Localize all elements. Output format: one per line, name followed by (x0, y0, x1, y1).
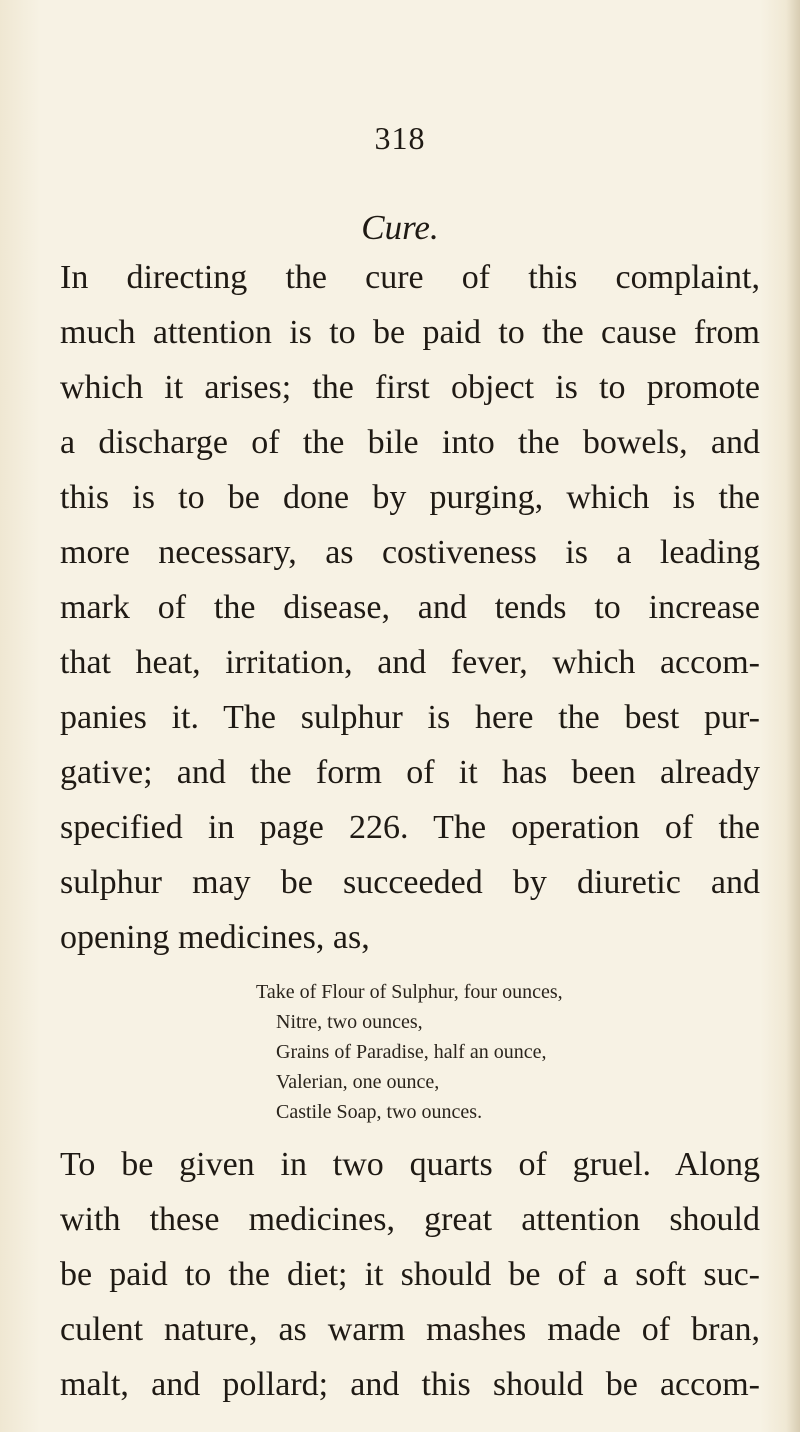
text-line: specified in page 226. The operation of the (60, 809, 760, 846)
page-number: 318 (374, 120, 426, 156)
text-line: which it arises; the first object is to promote (60, 369, 760, 406)
recipe-line: Grains of Paradise, half an ounce, (276, 1041, 547, 1063)
text-line: that heat, irritation, and fever, which accom- (60, 644, 760, 681)
recipe-line: Nitre, two ounces, (276, 1011, 423, 1033)
text-line: more necessary, as costiveness is a leading (60, 534, 760, 571)
recipe-line: Take of Flour of Sulphur, four ounces, (256, 981, 563, 1003)
text-line: malt, and pollard; and this should be accom- (60, 1366, 760, 1403)
text-line: In directing the cure of this complaint, (60, 259, 760, 296)
recipe-line: Castile Soap, two ounces. (276, 1101, 483, 1123)
text-line: gative; and the form of it has been already (60, 754, 760, 791)
text-line: be paid to the diet; it should be of a soft suc- (60, 1256, 760, 1293)
text-line: To be given in two quarts of gruel. Along (60, 1146, 760, 1183)
text-line: much attention is to be paid to the cause from (60, 314, 760, 351)
text-line: opening medicines, as, (60, 919, 370, 956)
text-line: panies it. The sulphur is here the best pur- (60, 699, 760, 736)
text-line: a discharge of the bile into the bowels, and (60, 424, 760, 461)
text-line: with these medicines, great attention should (60, 1201, 760, 1238)
recipe-line: Valerian, one ounce, (276, 1071, 440, 1093)
text-line: sulphur may be succeeded by diuretic and (60, 864, 760, 901)
text-line: mark of the disease, and tends to increase (60, 589, 760, 626)
section-heading: Cure. (361, 208, 439, 247)
text-line: culent nature, as warm mashes made of bran, (60, 1311, 760, 1348)
text-line: this is to be done by purging, which is the (60, 479, 760, 516)
